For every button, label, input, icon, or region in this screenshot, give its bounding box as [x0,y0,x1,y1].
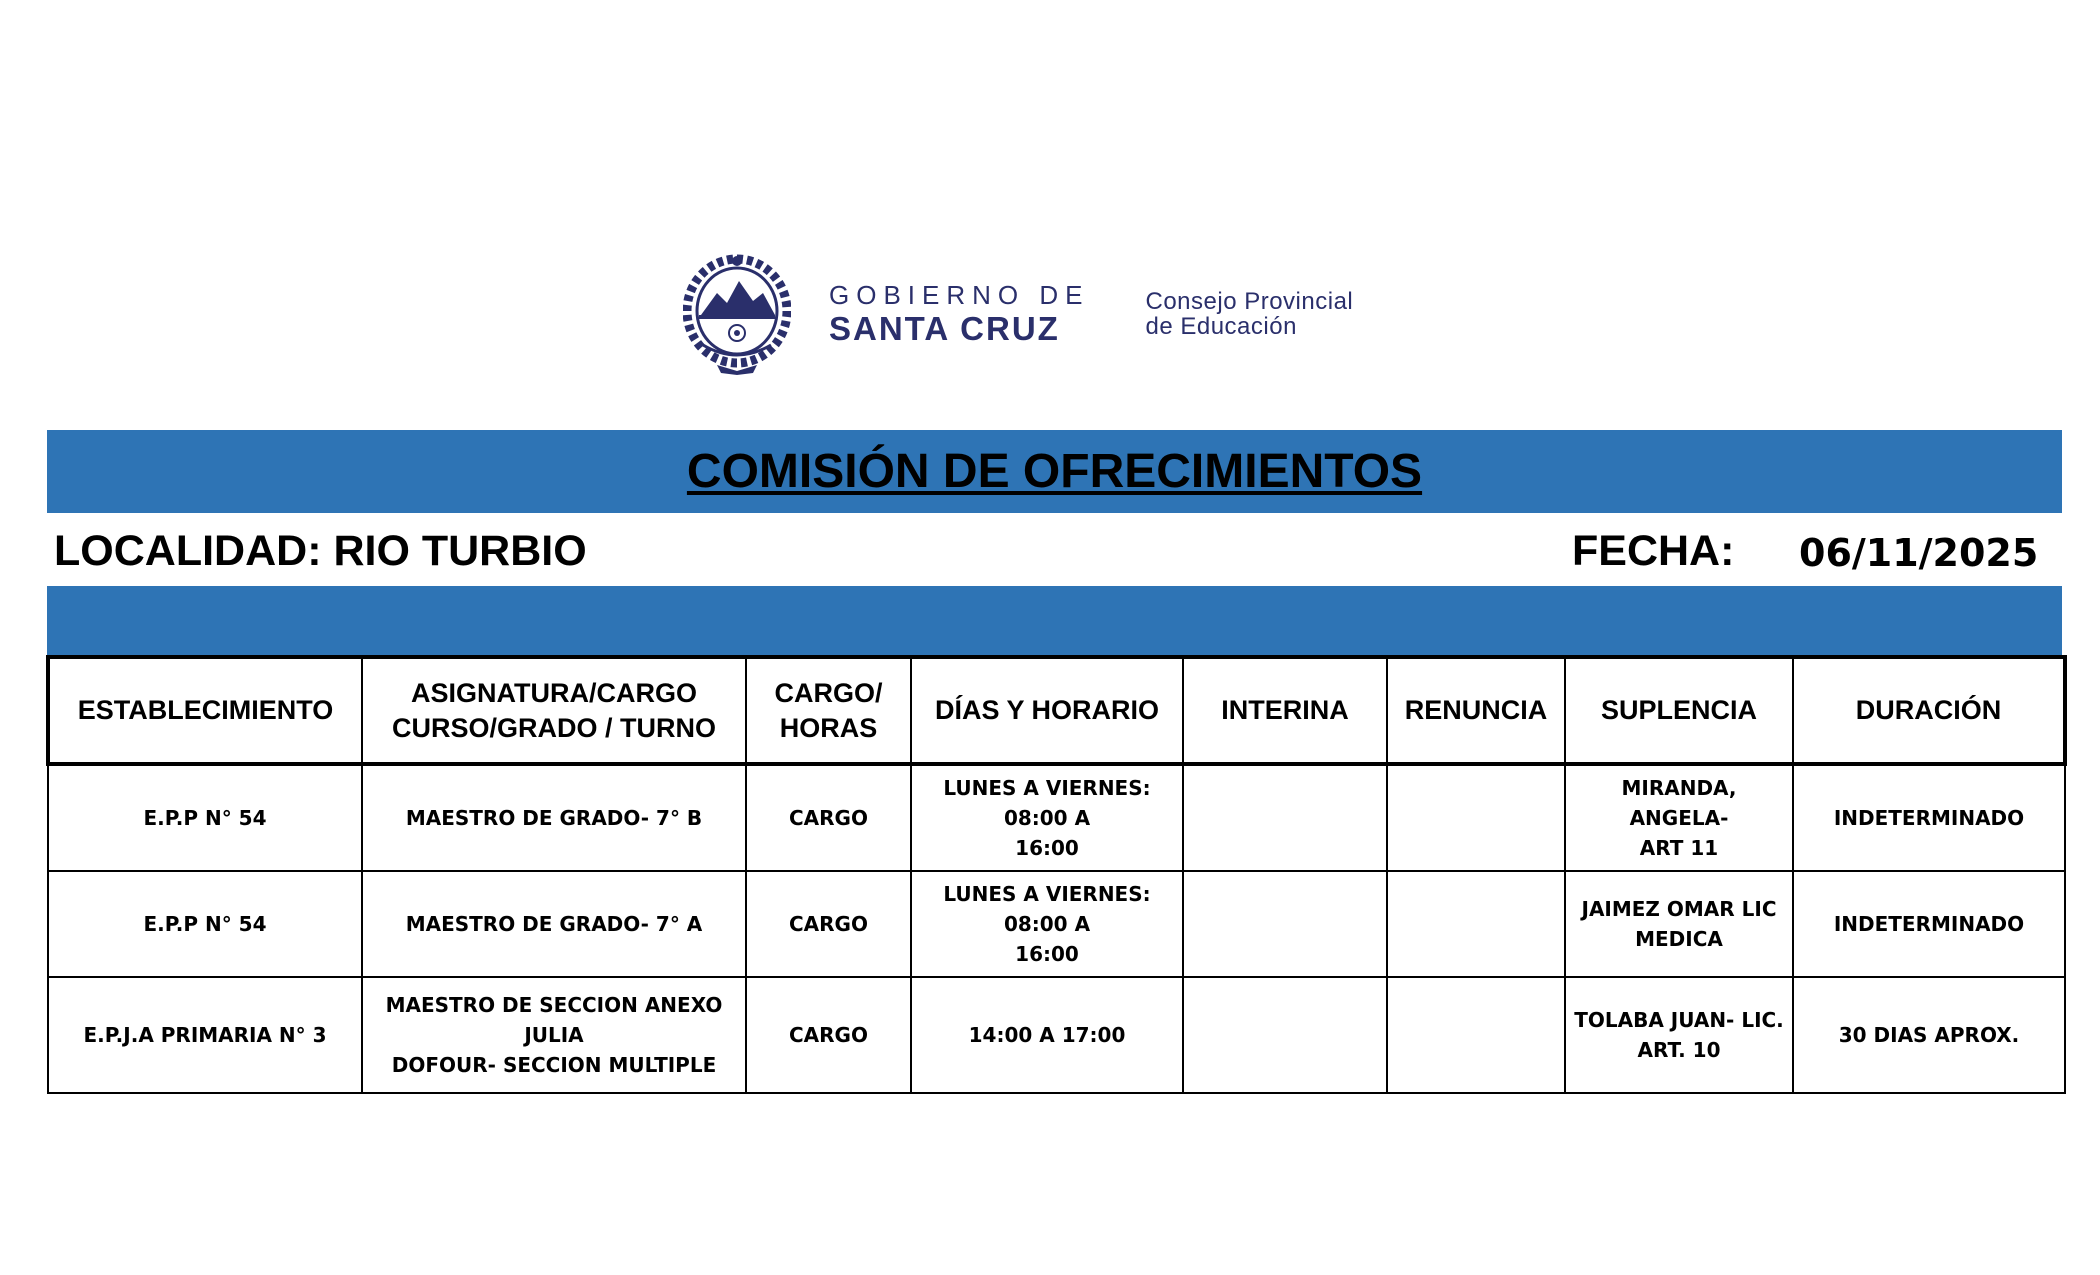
cell-duracion: INDETERMINADO [1793,764,2065,871]
page-title: COMISIÓN DE OFRECIMIENTOS [686,445,1423,498]
table-row [48,764,2065,871]
gov-line-2: SANTA CRUZ [829,310,1060,347]
cell-asignatura: MAESTRO DE SECCION ANEXO JULIA DOFOUR- SECCION MULTIPLE [362,977,746,1093]
cell-duracion: 30 DIAS APROX. [1793,977,2065,1093]
gov-line-1: GOBIERNO DE [829,280,1090,310]
cell-asignatura: MAESTRO DE GRADO- 7° A [362,871,746,977]
cell-renuncia [1387,977,1565,1093]
santa-cruz-seal-icon [683,253,791,375]
cell-renuncia [1387,764,1565,871]
cell-suplencia: MIRANDA, ANGELA- ART 11 [1565,764,1793,871]
col-establecimiento: ESTABLECIMIENTO [48,657,362,764]
cell-cargo: CARGO [746,764,911,871]
cell-horario: LUNES A VIERNES: 08:00 A 16:00 [911,764,1183,871]
offers-table [46,655,2067,1094]
cell-cargo: CARGO [746,871,911,977]
localidad-label: LOCALIDAD: RIO TURBIO [54,527,587,575]
cell-suplencia: JAIMEZ OMAR LIC MEDICA [1565,871,1793,977]
cell-asignatura: MAESTRO DE GRADO- 7° B [362,764,746,871]
fecha-label: FECHA: [1572,527,1735,575]
cell-interina [1183,764,1387,871]
cell-cargo: CARGO [746,977,911,1093]
cell-interina [1183,977,1387,1093]
cell-establecimiento: E.P.P N° 54 [48,871,362,977]
cell-establecimiento: E.P.J.A PRIMARIA N° 3 [48,977,362,1093]
col-renuncia: RENUNCIA [1387,657,1565,764]
col-asignatura: ASIGNATURA/CARGO CURSO/GRADO / TURNO [362,657,746,764]
council-line-2: de Educación [1145,313,1297,340]
cell-renuncia [1387,871,1565,977]
title-bar [47,430,2062,513]
cell-horario: LUNES A VIERNES: 08:00 A 16:00 [911,871,1183,977]
col-interina: INTERINA [1183,657,1387,764]
col-suplencia: SUPLENCIA [1565,657,1793,764]
government-name [829,281,1089,347]
cell-horario: 14:00 A 17:00 [911,977,1183,1093]
table-row [48,871,2065,977]
cell-establecimiento: E.P.P N° 54 [48,764,362,871]
col-duracion: DURACIÓN [1793,657,2065,764]
council-line-1: Consejo Provincial [1145,288,1354,315]
fecha-value: 06/11/2025 [1799,531,2039,575]
blue-band-divider [47,586,2062,656]
locality-row [47,513,2062,586]
council-name [1145,289,1353,339]
table-row [48,977,2065,1093]
cell-duracion: INDETERMINADO [1793,871,2065,977]
table-header-row [48,657,2065,764]
col-cargo-horas: CARGO/ HORAS [746,657,911,764]
cell-suplencia: TOLABA JUAN- LIC. ART. 10 [1565,977,1793,1093]
cell-interina [1183,871,1387,977]
col-dias-horario: DÍAS Y HORARIO [911,657,1183,764]
header-logo [683,253,1353,375]
